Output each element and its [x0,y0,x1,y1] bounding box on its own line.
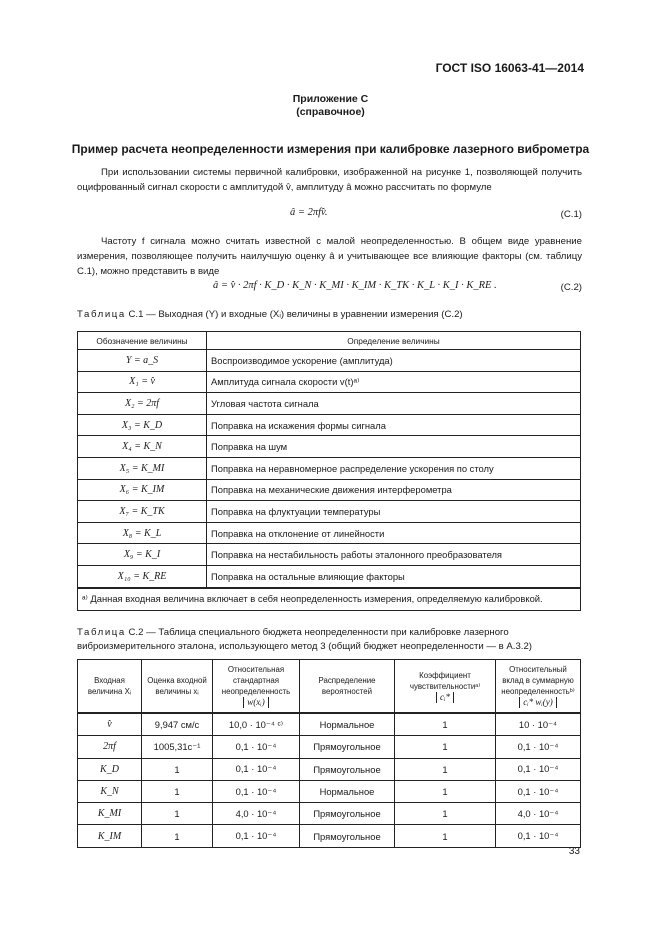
cell-uncertainty: 0,1 · 10⁻⁴ [213,758,300,780]
cell-uncertainty: 4,0 · 10⁻⁴ [213,803,300,825]
document-header: ГОСТ ISO 16063-41—2014 [435,61,584,75]
cell-sensitivity: 1 [395,780,496,802]
quantity-symbol: X₁ = v̂ [78,371,207,393]
table2-header-sensitivity [395,660,496,714]
cell-quantity: K_MI [78,803,142,825]
cell-estimate: 1 [142,825,213,847]
table2-header-contribution-label: Относительный вклад в суммарную неопределенностьᵇ⁾ [501,665,575,696]
table-row [78,350,581,372]
cell-sensitivity: 1 [395,825,496,847]
quantity-definition: Поправка на механические движения интерферометра [207,479,581,501]
table2-header-quantity: Входная величина Xᵢ [78,660,142,714]
cell-estimate: 1 [142,803,213,825]
table1-header-definition: Определение величины [207,332,581,350]
cell-estimate: 1005,31с⁻¹ [142,736,213,758]
table-row [78,393,581,415]
quantity-definition: Амплитуда сигнала скорости v(t)ᵃ⁾ [207,371,581,393]
cell-distribution: Нормальное [300,713,395,736]
cell-contribution: 10 · 10⁻⁴ [496,713,581,736]
cell-quantity: K_D [78,758,142,780]
table-row [78,414,581,436]
paragraph-1: При использовании системы первичной калибровки, изображенной на рисунке 1, позволяющей получить оцифрованный сигнал скорости с амплитудой v̂, амплитуду â можно рассчитать по формуле [77,167,582,193]
cell-uncertainty: 0,1 · 10⁻⁴ [213,780,300,802]
table-row [78,544,581,566]
table2-header-distribution: Распределение вероятностей [300,660,395,714]
table-row [78,457,581,479]
appendix-subtitle: (справочное) [296,106,365,118]
quantity-symbol: X₂ = 2πf [78,393,207,415]
cell-uncertainty: 0,1 · 10⁻⁴ [213,736,300,758]
table1-caption-prefix: Таблица [77,309,126,320]
table-row [78,780,581,802]
quantity-definition: Поправка на шум [207,436,581,458]
table1-caption-text: С.1 — Выходная (Y) и входные (Xᵢ) величины в уравнении измерения (С.2) [128,309,463,320]
table1-footnote: ᵃ⁾ Данная входная величина включает в себя неопределенность измерения, определяемую калибровкой. [78,588,581,611]
quantity-definition: Поправка на флуктуации температуры [207,501,581,523]
table2-header-uncertainty [213,660,300,714]
quantity-symbol: X₅ = K_MI [78,457,207,479]
quantity-symbol: X₈ = K_L [78,522,207,544]
table-row [78,371,581,393]
quantity-symbol: X₇ = K_TK [78,501,207,523]
table-row [78,501,581,523]
quantity-definition: Поправка на неравномерное распределение ускорения по столу [207,457,581,479]
cell-quantity: 2πf [78,736,142,758]
formula-c1-number: (C.1) [560,209,582,220]
cell-quantity: K_IM [78,825,142,847]
table-row [78,479,581,501]
cell-contribution: 4,0 · 10⁻⁴ [496,803,581,825]
uncertainty-formula: w(xᵢ) [243,697,268,708]
cell-sensitivity: 1 [395,736,496,758]
quantity-symbol: X₆ = K_IM [78,479,207,501]
quantity-definition: Поправка на искажения формы сигнала [207,414,581,436]
cell-contribution: 0,1 · 10⁻⁴ [496,825,581,847]
quantity-symbol: X₉ = K_I [78,544,207,566]
table-row [78,758,581,780]
quantity-definition: Угловая частота сигнала [207,393,581,415]
cell-estimate: 9,947 см/с [142,713,213,736]
cell-distribution: Прямоугольное [300,825,395,847]
table2-caption-text: С.2 — Таблица специального бюджета неопределенности при калибровке лазерного виброизмерительного эталона, использующего метод 3 (общий бюджет неопределенности — в А.3.2) [77,627,533,652]
table2-header-estimate: Оценка входной величины xᵢ [142,660,213,714]
table1-caption [77,308,582,322]
table2-header-uncertainty-label: Относительная стандартная неопределенность [221,665,291,696]
table-row [78,436,581,458]
table-row [78,522,581,544]
uncertainty-budget-table [77,659,581,848]
formula-c1: â = 2πfv̂. [290,207,328,218]
quantity-symbol: X₁₀ = K_RE [78,565,207,587]
quantity-definition: Поправка на отклонение от линейности [207,522,581,544]
quantity-definition: Воспроизводимое ускорение (амплитуда) [207,350,581,372]
paragraph-2: Частоту f сигнала можно считать известной с малой неопределенностью. В общем виде уравнение измерения, позволяющее получить наилучшую оценку â и учитывающее все влияющие факторы (см. таблицу С.1), можно представить в виде [77,236,582,277]
contribution-formula: cᵢ* wᵢ(y) [519,697,557,708]
cell-uncertainty: 0,1 · 10⁻⁴ [213,825,300,847]
main-title: Пример расчета неопределенности измерения при калибровке лазерного виброметра [71,142,590,156]
cell-contribution: 0,1 · 10⁻⁴ [496,758,581,780]
table-row [78,565,581,587]
cell-sensitivity: 1 [395,713,496,736]
cell-distribution: Прямоугольное [300,803,395,825]
page-number: 33 [568,846,580,857]
cell-distribution: Нормальное [300,780,395,802]
cell-sensitivity: 1 [395,803,496,825]
table2-header-sensitivity-label: Коэффициент чувствительностиᵃ⁾ [409,670,481,691]
appendix-heading [0,93,661,119]
sensitivity-formula: cᵢ* [436,692,454,703]
cell-distribution: Прямоугольное [300,736,395,758]
cell-sensitivity: 1 [395,758,496,780]
cell-contribution: 0,1 · 10⁻⁴ [496,736,581,758]
formula-c2: â = v̂ · 2πf · K_D · K_N · K_MI · K_IM · K_TK · K_L · K_I · K_RE . [213,280,497,291]
quantity-symbol: X₃ = K_D [78,414,207,436]
table-row [78,825,581,847]
quantity-symbol: X₄ = K_N [78,436,207,458]
cell-distribution: Прямоугольное [300,758,395,780]
table2-caption [77,626,582,654]
cell-contribution: 0,1 · 10⁻⁴ [496,780,581,802]
table1-header-symbol: Обозначение величины [78,332,207,350]
table2-header-contribution [496,660,581,714]
table-row [78,736,581,758]
quantity-symbol: Y = a_S [78,350,207,372]
quantity-definition: Поправка на остальные влияющие факторы [207,565,581,587]
cell-estimate: 1 [142,780,213,802]
quantities-table [77,331,581,611]
cell-estimate: 1 [142,758,213,780]
table-row [78,713,581,736]
cell-uncertainty: 10,0 · 10⁻⁴ ᶜ⁾ [213,713,300,736]
table-row [78,803,581,825]
formula-c2-number: (C.2) [560,282,582,293]
cell-quantity: v̂ [78,713,142,736]
appendix-title: Приложение С [292,93,369,105]
quantity-definition: Поправка на нестабильность работы эталонного преобразователя [207,544,581,566]
cell-quantity: K_N [78,780,142,802]
table2-caption-prefix: Таблица [77,627,126,638]
